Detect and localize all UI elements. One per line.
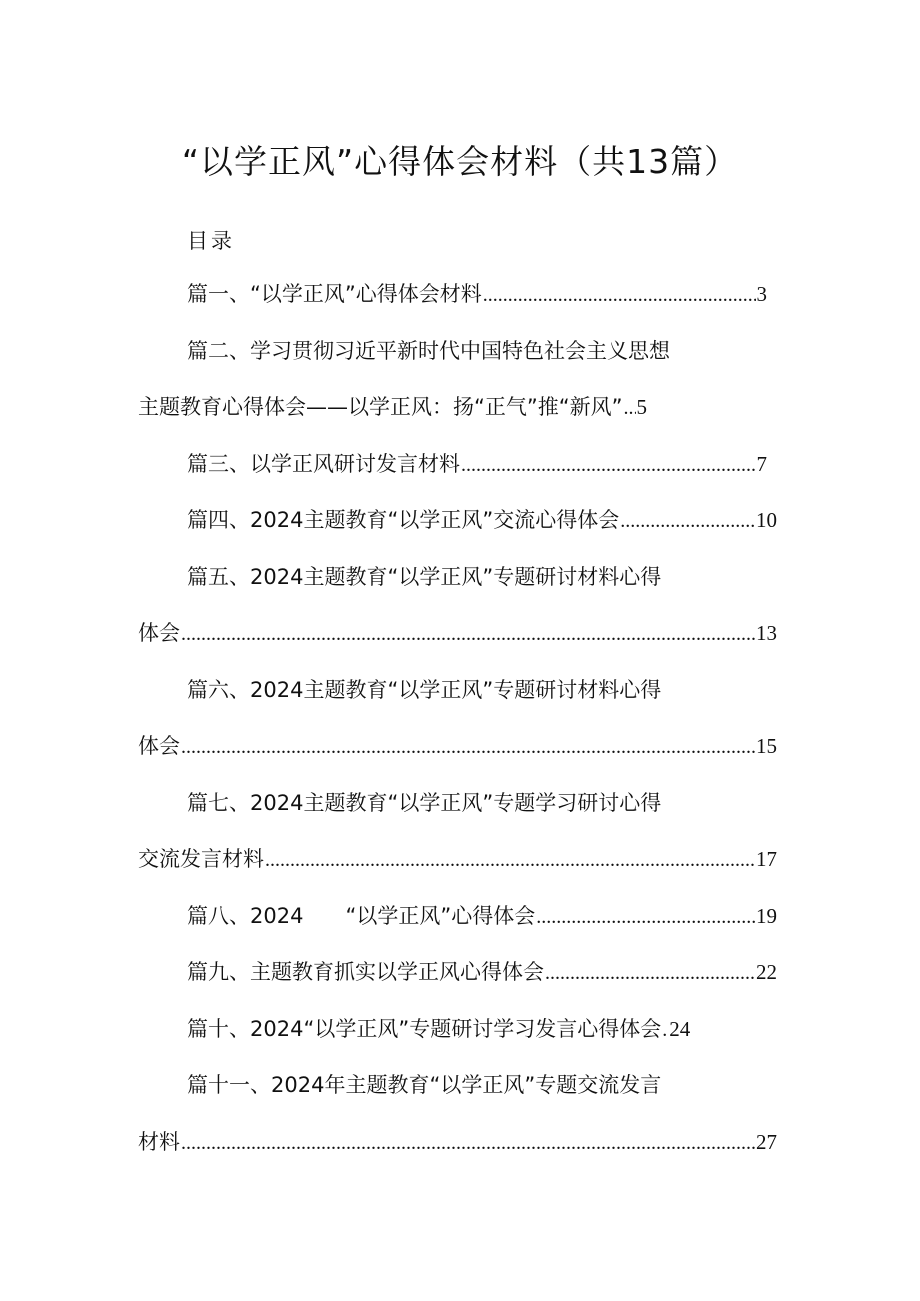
- toc-page-number: 3: [756, 282, 767, 306]
- dot-leader: [545, 956, 755, 990]
- dot-leader: [265, 843, 755, 877]
- toc-entry-title: 篇一、“以学正风”心得体会材料: [187, 282, 482, 306]
- dot-leader: [181, 617, 755, 651]
- toc-entry-2[interactable]: [187, 334, 767, 368]
- toc-page-number: 17: [756, 847, 777, 871]
- toc-entry-title: 篇十一、2024年主题教育“以学正风”专题交流发言: [187, 1073, 662, 1097]
- toc-entry-10[interactable]: [187, 1012, 787, 1046]
- toc-page-number: 22: [756, 960, 777, 984]
- toc-entry-title: 篇八、2024 “以学正风”心得体会: [187, 904, 536, 928]
- dot-leader: [461, 448, 756, 482]
- toc-heading: 目录: [187, 229, 235, 253]
- toc-entry-title-continuation: 主题教育心得体会——以学正风：扬“正气”推“新风”: [138, 395, 623, 419]
- toc-entry-title-continuation: 交流发言材料: [138, 847, 264, 871]
- dot-leader: [662, 1013, 668, 1047]
- toc-page-number: 15: [756, 734, 777, 758]
- toc-page-number: 19: [756, 904, 777, 928]
- toc-entry-title-continuation: 体会: [138, 621, 180, 645]
- toc-entry-title: 篇五、2024主题教育“以学正风”专题研讨材料心得: [187, 565, 662, 589]
- toc-entry-title: 篇二、学习贯彻习近平新时代中国特色社会主义思想: [187, 339, 670, 363]
- dot-leader: [181, 730, 755, 764]
- toc-entry-6[interactable]: [187, 673, 767, 707]
- toc-entry-title: 篇九、主题教育抓实以学正风心得体会: [187, 960, 544, 984]
- toc-page-number: 24: [669, 1017, 691, 1041]
- toc-page-number: 27: [756, 1130, 777, 1154]
- document-title: “以学正风”心得体会材料（共13篇）: [181, 142, 739, 181]
- toc-entry-5-continuation[interactable]: [138, 616, 777, 650]
- toc-entry-11-continuation[interactable]: [138, 1125, 777, 1159]
- toc-page-number: 5: [636, 395, 648, 419]
- toc-entry-2-continuation[interactable]: [138, 390, 767, 424]
- toc-entry-title-continuation: 材料: [138, 1130, 180, 1154]
- toc-entry-1[interactable]: [187, 277, 767, 311]
- dot-leader: [181, 1126, 755, 1160]
- toc-entry-title-continuation: 体会: [138, 734, 180, 758]
- toc-entry-6-continuation[interactable]: [138, 729, 777, 763]
- toc-entry-title: 篇四、2024主题教育“以学正风”交流心得体会: [187, 508, 620, 532]
- toc-entry-3[interactable]: [187, 447, 767, 481]
- toc-page-number: 10: [756, 508, 777, 532]
- toc-entry-9[interactable]: [187, 955, 777, 989]
- dot-leader: [620, 504, 755, 538]
- dot-leader: [624, 391, 636, 425]
- toc-entry-5[interactable]: [187, 560, 767, 594]
- toc-entry-8[interactable]: [187, 899, 777, 933]
- dot-leader: [483, 278, 756, 312]
- toc-entry-7[interactable]: [187, 786, 767, 820]
- toc-entry-11[interactable]: [187, 1068, 777, 1102]
- toc-entry-title: 篇七、2024主题教育“以学正风”专题学习研讨心得: [187, 791, 662, 815]
- toc-entry-7-continuation[interactable]: [138, 842, 777, 876]
- toc-page-number: 7: [756, 452, 767, 476]
- toc-entry-title: 篇三、以学正风研讨发言材料: [187, 452, 460, 476]
- dot-leader: [536, 900, 755, 934]
- toc-page-number: 13: [756, 621, 777, 645]
- toc-entry-4[interactable]: [187, 503, 777, 537]
- toc-entry-title: 篇十、2024“以学正风”专题研讨学习发言心得体会: [187, 1017, 662, 1041]
- toc-entry-title: 篇六、2024主题教育“以学正风”专题研讨材料心得: [187, 678, 662, 702]
